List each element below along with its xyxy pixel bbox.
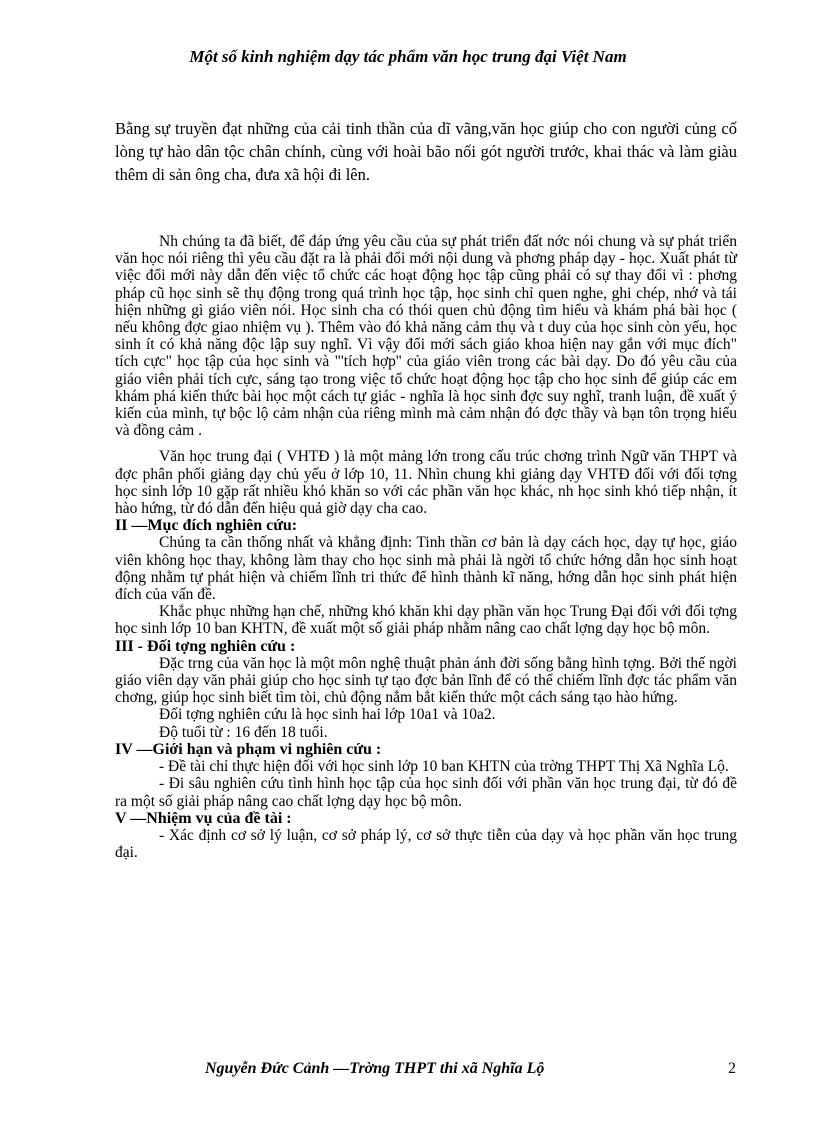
heading-section-2: II —Mục đích nghiên cứu:: [115, 517, 298, 535]
page-number: 2: [728, 1060, 736, 1077]
paragraph-5: Đặc trng của văn học là một môn nghệ thuật phản ánh đời sống bằng hình tợng. Bởi thế ngời giáo viên dạy văn phải giúp cho học sinh tự tạo đợc bản lĩnh để có thể chiếm lĩnh đợc tác phẩm văn chơng, giúp học sinh biết tìm tòi, chủ động nắm bắt kiến thức một cách sáng tạo hào hứng.: [115, 654, 737, 707]
page-header-title: Một số kinh nghiệm dạy tác phẩm văn học trung đại Việt Nam: [189, 47, 627, 66]
document-body: [115, 233, 737, 861]
paragraph-7: Độ tuổi từ : 16 đến 18 tuổi.: [159, 723, 328, 741]
footer-author: Nguyễn Đức Cảnh —Trờng THPT thi xã Nghĩa Lộ: [205, 1060, 545, 1077]
intro-paragraph: Bằng sự truyền đạt những của cải tinh thần của dĩ vãng,văn học giúp cho con người củng cố lòng tự hào dân tộc chân chính, cùng với hoài bão nối gót người trước, khai thác và làm giàu thêm di sản ông cha, đưa xã hội đi lên.: [115, 119, 737, 184]
paragraph-4: Khắc phục những hạn chế, những khó khăn khi dạy phần văn học Trung Đại đối với đối tợng học sinh lớp 10 ban KHTN, đề xuất một số giải pháp nhằm nâng cao chất lợng dạy học bộ môn.: [115, 603, 737, 638]
paragraph-3: Chúng ta cần thống nhất và khẳng định: Tinh thần cơ bản là dạy cách học, dạy tự học, giáo viên không học thay, không làm thay cho học sinh mà phải là ngời tổ chức hớng dẫn học sinh hoạt động nhằm tự phát hiện và chiếm lĩnh tri thức để hình thành kĩ năng, hớng dẫn học sinh phát hiện đích của vấn đề.: [115, 534, 737, 604]
paragraph-9: - Đi sâu nghiên cứu tình hình học tập của học sinh đối với phần văn học trung đại, từ đó đề ra một số giải pháp nâng cao chất lợng dạy học bộ môn.: [115, 775, 737, 810]
heading-section-3: III - Đối tợng nghiên cứu :: [115, 637, 296, 655]
heading-section-4: IV —Giới hạn và phạm vi nghiên cứu :: [115, 740, 382, 758]
paragraph-8: - Đề tài chỉ thực hiện đối với học sinh lớp 10 ban KHTN của trờng THPT Thị Xã Nghĩa Lộ.: [159, 758, 729, 776]
paragraph-6: Đối tợng nghiên cứu là học sinh hai lớp 10a1 và 10a2.: [159, 706, 496, 724]
paragraph-10: - Xác định cơ sở lý luận, cơ sở pháp lý, cơ sở thực tiễn của dạy và học phần văn học trung đại.: [115, 826, 737, 862]
paragraph-2: Văn học trung đại ( VHTĐ ) là một mảng lớn trong cấu trúc chơng trình Ngữ văn THPT và đợc phân phối giảng dạy chủ yếu ở lớp 10, 11. Nhìn chung khi giảng dạy VHTĐ đối với đối tợng học sinh lớp 10 gặp rất nhiều khó khăn so với các phần văn học khác, nh học sinh khó tiếp nhận, ít hào hứng, từ đó dẫn đến hiệu quả giờ dạy cha cao.: [115, 448, 737, 518]
paragraph-1: Nh chúng ta đã biết, để đáp ứng yêu cầu của sự phát triển đất nớc nói chung và sự phát triển văn học nói riêng thì yêu cầu đặt ra là phải đổi mới nội dung và phơng pháp dạy - học. Xuất phát từ việc đổi mới này dẫn đến việc tổ chức các hoạt động học tập cũng phải có sự thay đổi vì : phơng pháp cũ học sinh sẽ thụ động trong quá trình học tập, học sinh chỉ quen nghe, ghi chép, nhớ và tái hiện những gì giáo viên nói. Học sinh cha có thói quen chủ động tìm hiểu và khám phá bài học ( nếu không đợc giao nhiệm vụ ). Thêm vào đó khả năng cảm thụ và t duy của học sinh còn yếu, học sinh ít có khả năng độc lập suy nghĩ. Vì vậy đổi mới sách giáo khoa hiện nay gắn với mục đích" tích cực" học tập của học sinh và "'tích hợp'' của giáo viên trong các bài dạy. Do đó yêu cầu của giáo viên phải tích cực, sáng tạo trong việc tổ chức hoạt động học tập cho học sinh để giúp các em khám phá kiến thức bài học một cách tự giác - nghĩa là học sinh đợc suy nghĩ, tranh luận, đề xuất ý kiến của mình, tự bộc lộ cảm nhận của riêng mình mà cảm nhận đó đợc thầy và bạn tôn trọng hiểu và đồng cảm .: [115, 233, 737, 440]
heading-section-5: V —Nhiệm vụ của đề tài :: [115, 809, 292, 827]
